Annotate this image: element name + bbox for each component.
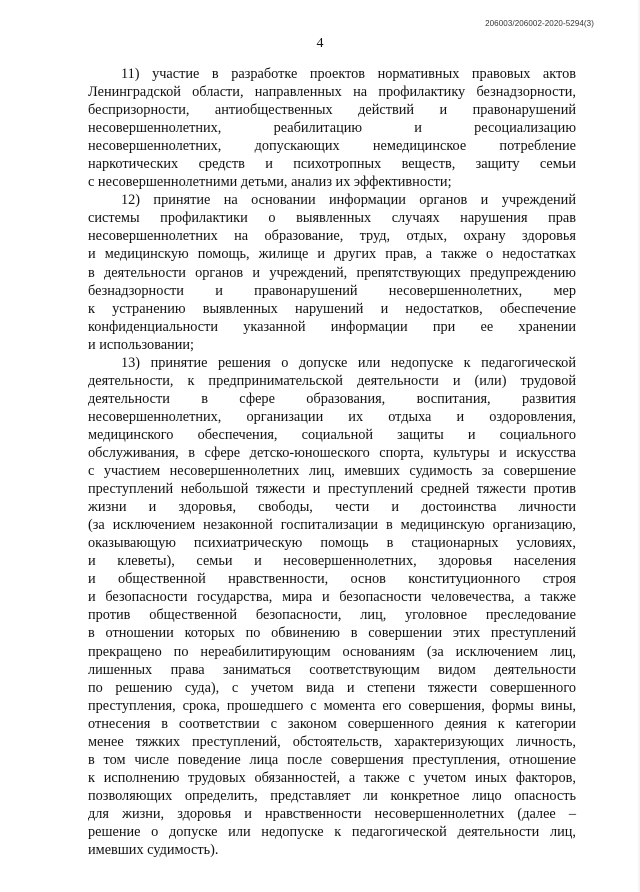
text-line: и общественной нравственности, основ конституционного строя — [88, 571, 576, 588]
text-line: и безопасности государства, мира и безопасности человечества, а также — [88, 589, 576, 606]
text-line: с участием несовершеннолетних лиц, имевших судимость за совершение — [88, 463, 576, 480]
text-line: 13) принятие решения о допуске или недопуске к педагогической — [121, 354, 576, 371]
text-line: несовершеннолетних на образование, труд, отдых, охрану здоровья — [88, 228, 576, 245]
text-line: жизни и здоровья, свободы, чести и достоинства личности — [88, 499, 576, 516]
text-line: безнадзорности и правонарушений несовершеннолетних, мер — [88, 282, 576, 299]
text-line: с несовершеннолетними детьми, анализ их эффективности; — [88, 174, 452, 191]
text-line: менее тяжких преступлений, обстоятельств, характеризующих личность, — [88, 733, 576, 750]
text-line: против общественной безопасности, лиц, уголовное преследование — [88, 607, 576, 624]
text-line: деятельности, к предпринимательской деятельности и (или) трудовой — [88, 372, 576, 389]
text-line: и использовании; — [88, 336, 195, 353]
text-line: имевших судимость). — [88, 842, 219, 859]
text-line: позволяющих определить, представляет ли конкретное лицо опасность — [88, 787, 576, 804]
text-line: 12) принятие на основании информации органов и учреждений — [121, 192, 576, 209]
page-number: 4 — [316, 36, 324, 51]
text-line: преступлений небольшой тяжести и преступлений средней тяжести против — [88, 481, 576, 498]
text-line: (за исключением незаконной госпитализации в медицинскую организацию, — [88, 517, 576, 534]
document-body — [88, 65, 576, 859]
text-line: в отношении которых по обвинению в совершении этих преступлений — [88, 625, 576, 642]
text-line: и медицинскую помощь, жилище и других прав, а также о недостатках — [88, 246, 576, 263]
text-line: по решению суда), с учетом вида и степени тяжести совершенного — [88, 679, 576, 696]
text-line: к исполнению трудовых обязанностей, а также с учетом иных факторов, — [88, 769, 576, 786]
text-line: беспризорности, антиобщественных действий и правонарушений — [88, 102, 576, 119]
paragraph-13 — [88, 354, 576, 859]
text-line: оказывающую психиатрическую помощь в стационарных условиях, — [88, 535, 576, 552]
text-line: несовершеннолетних, реабилитацию и ресоциализацию — [88, 120, 576, 137]
text-line: деятельности в сфере образования, воспитания, развития — [88, 390, 576, 407]
text-line: к устранению выявленных нарушений и недостатков, обеспечение — [88, 300, 576, 317]
text-line: прекращено по нереабилитирующим основаниям (за исключением лиц, — [88, 643, 576, 660]
text-line: обслуживания, в сфере детско-юношеского спорта, культуры и искусства — [88, 444, 576, 461]
text-line: конфиденциальности указанной информации при ее хранении — [88, 318, 576, 335]
text-line: для жизни, здоровья и нравственности несовершеннолетних (далее – — [88, 805, 576, 822]
text-line: и клеветы), семьи и несовершеннолетних, здоровья населения — [88, 553, 576, 570]
text-line: преступления, срока, прошедшего с момента его совершения, формы вины, — [88, 697, 576, 714]
text-line: лишенных права заниматься соответствующим видом деятельности — [88, 661, 576, 678]
text-line: несовершеннолетних, организации их отдыха и оздоровления, — [88, 408, 576, 425]
text-line: наркотических средств и психотропных веществ, защиту семьи — [88, 156, 576, 173]
document-registration-number: 206003/206002-2020-5294(3) — [485, 19, 594, 28]
text-line: отнесения в соответствии с законом совершенного деяния к категории — [88, 715, 576, 732]
text-line: несовершеннолетних, допускающих немедицинское потребление — [88, 138, 576, 155]
text-line: медицинского обеспечения, социальной защиты и социального — [88, 426, 576, 443]
text-line: системы профилактики о выявленных случаях нарушения прав — [88, 210, 576, 227]
text-line: Ленинградской области, направленных на профилактику безнадзорности, — [88, 84, 576, 101]
text-line: в том числе поведение лица после совершения преступления, отношение — [88, 751, 576, 768]
paragraph-12 — [88, 191, 576, 353]
text-line: решение о допуске или недопуске к педагогической деятельности лиц, — [88, 823, 576, 840]
paragraph-11 — [88, 65, 576, 191]
text-line: в деятельности органов и учреждений, препятствующих предупреждению — [88, 264, 576, 281]
text-line: 11) участие в разработке проектов нормативных правовых актов — [121, 66, 576, 82]
